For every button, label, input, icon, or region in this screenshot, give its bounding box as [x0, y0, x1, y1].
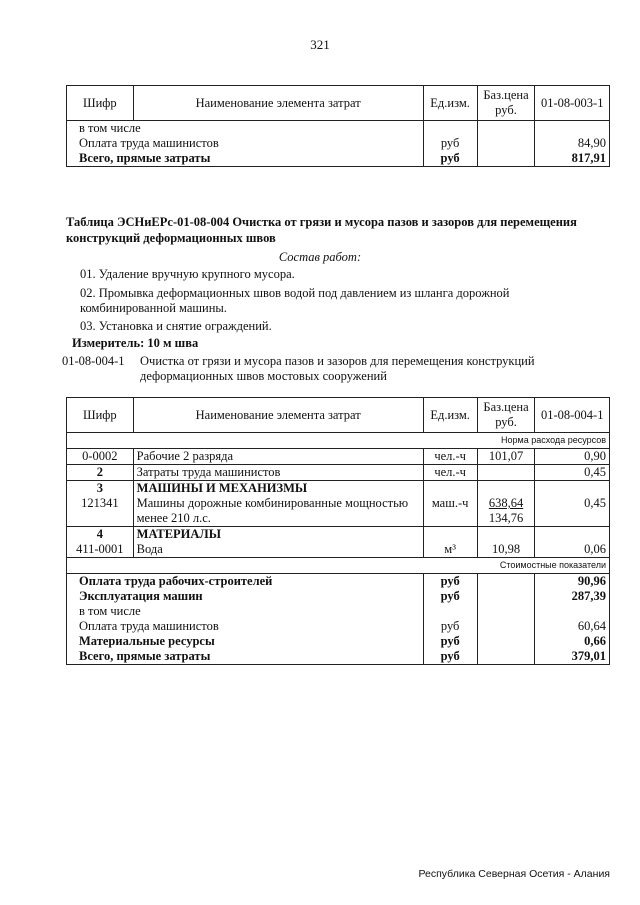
- table-row: 411-0001 Вода м³ 10,98 0,06: [67, 542, 610, 558]
- table-row: Всего, прямые затраты руб 817,91: [67, 151, 610, 167]
- table-row: 4 МАТЕРИАЛЫ: [67, 527, 610, 543]
- composition-label: Состав работ:: [278, 250, 362, 264]
- col-unit-header: Ед.изм.: [423, 398, 477, 433]
- col-name-header: Наименование элемента затрат: [133, 86, 423, 121]
- col-price-header: Баз.цена руб.: [477, 86, 535, 121]
- cost-table-1: [66, 85, 610, 167]
- table-row: 121341 Машины дорожные комбинированные мощностью менее 210 л.с. маш.-ч 638,64 134,76 0,45: [67, 496, 610, 527]
- page-number: 321: [310, 37, 330, 52]
- table-row: Материальные ресурсы руб 0,66: [67, 634, 610, 649]
- col-price-header: Баз.цена руб.: [477, 398, 535, 433]
- table-row: 2 Затраты труда машинистов чел.-ч 0,45: [67, 465, 610, 481]
- col-code-header: Шифр: [67, 86, 134, 121]
- col-name-header: Наименование элемента затрат: [133, 398, 423, 433]
- table-row: Оплата труда рабочих-строителей руб 90,96: [67, 574, 610, 590]
- table-row: 0-0002 Рабочие 2 разряда чел.-ч 101,07 0,90: [67, 449, 610, 465]
- table-row: Оплата труда машинистов руб 84,90: [67, 136, 610, 151]
- work-code: 01-08-004-1: [62, 354, 125, 368]
- cost-table-2: [66, 397, 610, 665]
- col-unit-header: Ед.изм.: [423, 86, 477, 121]
- work-item: 03. Установка и снятие ограждений.: [80, 319, 272, 333]
- table-row: Оплата труда машинистов руб 60,64: [67, 619, 610, 634]
- work-item: 02. Промывка деформационных швов водой под давлением из шланга дорожной комбинированной машины.: [80, 286, 510, 315]
- col-code-header: Шифр: [67, 398, 134, 433]
- work-description: Очистка от грязи и мусора пазов и зазоров для перемещения конструкций деформационных швов мостовых сооружений: [140, 354, 535, 383]
- table-row: 3 МАШИНЫ И МЕХАНИЗМЫ: [67, 481, 610, 497]
- meter-label: Измеритель: 10 м шва: [72, 336, 199, 350]
- col-value-header: 01-08-003-1: [535, 86, 610, 121]
- table-row: в том числе: [67, 121, 610, 137]
- section-title: Таблица ЭСНиЕРс-01-08-004 Очистка от грязи и мусора пазов и зазоров для перемещения конструкций деформационных швов: [66, 215, 577, 245]
- footer-region: Республика Северная Осетия - Алания: [418, 868, 610, 880]
- norm-label: Норма расхода ресурсов: [67, 433, 610, 449]
- cost-label: Стоимостные показатели: [67, 558, 610, 574]
- col-value-header: 01-08-004-1: [535, 398, 610, 433]
- work-item: 01. Удаление вручную крупного мусора.: [80, 267, 295, 281]
- table-row: Эксплуатация машин руб 287,39: [67, 589, 610, 604]
- table-row: Всего, прямые затраты руб 379,01: [67, 649, 610, 665]
- table-row: в том числе: [67, 604, 610, 619]
